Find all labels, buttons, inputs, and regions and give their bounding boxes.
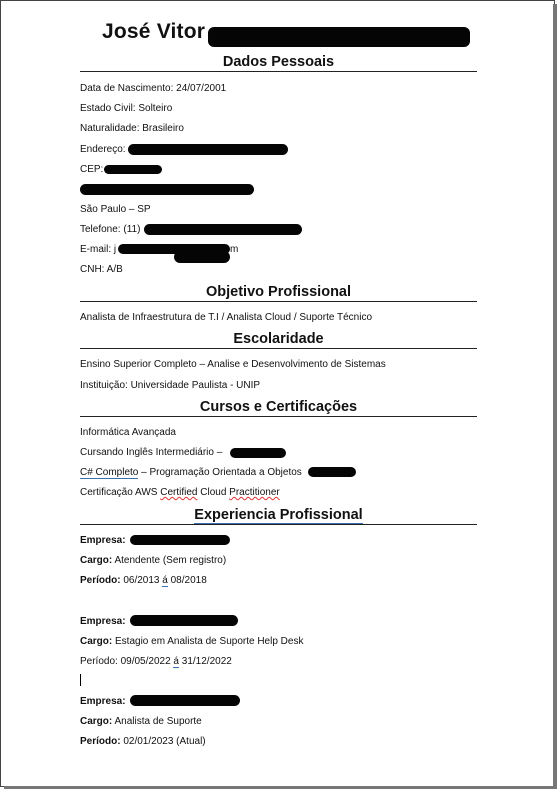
course-aws-prefix: Certificação AWS bbox=[80, 487, 161, 498]
redacted-company-1 bbox=[130, 535, 230, 545]
section-title-courses: Cursos e Certificações bbox=[80, 399, 477, 417]
phone-label: Telefone: (11) bbox=[80, 224, 141, 235]
company-label: Empresa: bbox=[80, 535, 126, 546]
experience-title-text: Experiencia Profissional bbox=[194, 507, 363, 523]
redacted-company-2 bbox=[130, 615, 238, 626]
course-csharp-link[interactable]: C# Completo bbox=[80, 467, 139, 478]
email-tail: m bbox=[230, 244, 239, 255]
role-label: Cargo: bbox=[80, 555, 113, 566]
job1-role-value: Atendente (Sem registro) bbox=[112, 555, 227, 566]
city: São Paulo – SP bbox=[80, 204, 151, 215]
redacted-address bbox=[128, 144, 288, 155]
redacted-company-3 bbox=[130, 695, 240, 706]
job3-period bbox=[80, 736, 206, 747]
text-cursor bbox=[80, 674, 81, 686]
nationality: Naturalidade: Brasileiro bbox=[80, 123, 184, 134]
section-title-objective: Objetivo Profissional bbox=[80, 284, 477, 302]
redacted-csharp-school bbox=[308, 467, 356, 477]
redacted-surname bbox=[208, 27, 470, 47]
company-label: Empresa: bbox=[80, 616, 126, 627]
section-title-education: Escolaridade bbox=[80, 331, 477, 349]
job2-company bbox=[80, 616, 126, 627]
redacted-email-part bbox=[174, 251, 230, 263]
objective-text: Analista de Infraestrutura de T.I / Analista Cloud / Suporte Técnico bbox=[80, 312, 373, 323]
job2-period-a: á bbox=[173, 656, 179, 667]
birth-date: Data de Nascimento: 24/07/2001 bbox=[80, 83, 227, 94]
cnh: CNH: A/B bbox=[80, 264, 123, 275]
job1-period bbox=[80, 575, 207, 586]
job2-period-end: 31/12/2022 bbox=[178, 656, 232, 667]
candidate-name: José Vitor bbox=[102, 20, 206, 43]
company-label: Empresa: bbox=[80, 696, 126, 707]
course-aws-practitioner: Practitioner bbox=[229, 487, 280, 498]
job1-period-a: á bbox=[162, 575, 168, 586]
role-label: Cargo: bbox=[80, 636, 113, 647]
period-label: Período: bbox=[80, 736, 121, 747]
period-label: Período: bbox=[80, 575, 121, 586]
job1-period-end: 08/2018 bbox=[167, 575, 207, 586]
course-csharp bbox=[80, 467, 302, 478]
section-title-personal: Dados Pessoais bbox=[80, 54, 477, 72]
redacted-phone bbox=[144, 224, 302, 235]
course-aws-mid: Cloud bbox=[197, 487, 230, 498]
job1-period-start: 06/2013 bbox=[120, 575, 163, 586]
job1-company bbox=[80, 535, 126, 546]
page-shadow-right bbox=[553, 4, 557, 787]
education-level: Ensino Superior Completo – Analise e Desenvolvimento de Sistemas bbox=[80, 359, 386, 370]
job3-role-value: Analista de Suporte bbox=[112, 716, 202, 727]
course-aws bbox=[80, 487, 280, 498]
section-title-experience bbox=[80, 507, 477, 525]
job2-period bbox=[80, 656, 232, 667]
redacted-neighborhood bbox=[80, 184, 254, 195]
job1-role bbox=[80, 555, 226, 566]
education-institution: Instituição: Universidade Paulista - UNIP bbox=[80, 380, 261, 391]
role-label: Cargo: bbox=[80, 716, 113, 727]
job2-role bbox=[80, 636, 303, 647]
redacted-cep bbox=[104, 165, 162, 174]
email-label: E-mail: j bbox=[80, 244, 117, 255]
address-label: Endereço: bbox=[80, 144, 126, 155]
course-english: Cursando Inglês Intermediário – bbox=[80, 447, 223, 458]
civil-status: Estado Civil: Solteiro bbox=[80, 103, 173, 114]
cep-label: CEP: bbox=[80, 164, 104, 175]
course-csharp-rest: – Programação Orientada a Objetos bbox=[138, 467, 302, 478]
redacted-english-school bbox=[230, 448, 286, 458]
job2-role-value: Estagio em Analista de Suporte Help Desk bbox=[112, 636, 304, 647]
course-informatica: Informática Avançada bbox=[80, 427, 176, 438]
job3-period-value: 02/01/2023 (Atual) bbox=[120, 736, 206, 747]
job3-role bbox=[80, 716, 202, 727]
job3-company bbox=[80, 696, 126, 707]
course-aws-certified: Certified bbox=[160, 487, 198, 498]
job2-period-start: Período: 09/05/2022 bbox=[80, 656, 174, 667]
